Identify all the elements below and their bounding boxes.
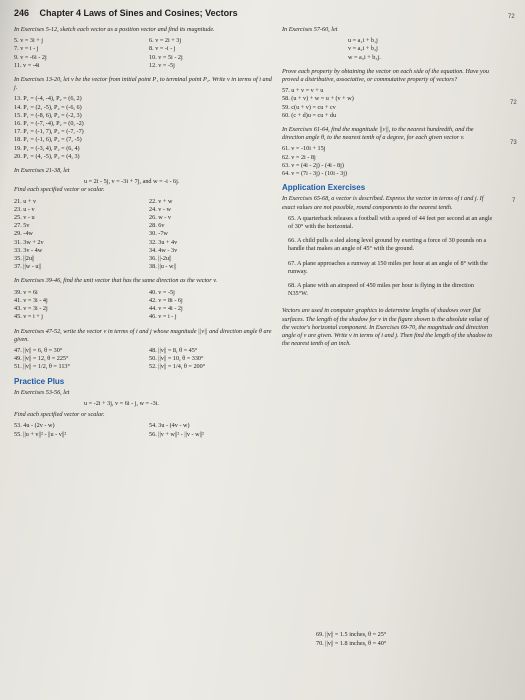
exercise-item: 41. v = 3i - 4j — [14, 296, 48, 304]
exercise-item: 63. v = (4i - 2j) - (4i - 8j) — [282, 161, 344, 169]
exercise-item: 68. A plane with an airspeed of 450 miles per hour is flying in the direction N35°W. — [288, 282, 474, 298]
application-exercises-heading: Application Exercises — [282, 183, 366, 193]
exercise-item: 22. v + w — [149, 197, 173, 205]
instructions-65-68: In Exercises 65-68, a vector is described. Express the vector in terms of i and j. If exact values are not possible, round components to the nearest tenth. — [282, 195, 484, 211]
instructions-21-38: In Exercises 21-38, let — [14, 167, 70, 175]
exercise-item: 12. v = -5j — [149, 61, 175, 69]
task-21-38: Find each specified vector or scalar. — [14, 186, 105, 194]
exercise-item: 44. v = 4i - 2j — [149, 305, 183, 313]
exercise-list-5-12 — [14, 37, 276, 70]
vector-definition: w = a₃i + b₃j. — [348, 53, 381, 61]
page-number: 246 — [14, 8, 30, 18]
exercise-item: 10. v = 5i - 2j — [149, 53, 183, 61]
exercise-item: 16. P₁ = (-7, -4), P₂ = (0, -2) — [14, 120, 84, 128]
exercise-item: 62. v = 2i - 8j — [282, 153, 316, 161]
exercise-item: 59. c(u + v) = cu + cv — [282, 103, 336, 111]
exercise-item: 17. P₁ = (-1, 7), P₂ = (-7, -7) — [14, 128, 84, 136]
instructions-47-52: In Exercises 47-52, write the vector v in terms of i and j whose magnitude ||v|| and direction angle θ are given. — [14, 327, 272, 343]
exercise-item: 21. u + v — [14, 197, 37, 205]
exercise-item: 39. v = 6i — [14, 288, 38, 296]
vector-definitions: u = 2i - 5j, v = -3i + 7j, and w = -i - 6j. — [84, 178, 180, 186]
exercise-list-47-52 — [14, 347, 276, 372]
exercise-item: 28. 6v — [149, 222, 165, 230]
exercise-list-53-56 — [14, 422, 276, 438]
exercise-item: 24. v - w — [149, 205, 171, 213]
exercise-item: 64. v = (7i - 3j) - (10i - 3j) — [282, 170, 348, 178]
exercise-item: 56. ||v + w||² - ||v - w||² — [149, 430, 204, 438]
exercise-item: 27. 5v — [14, 222, 30, 230]
exercise-item: 23. u - v — [14, 205, 35, 213]
exercise-item: 32. 3u + 4v — [149, 238, 178, 246]
margin-mark: 72 — [508, 14, 515, 20]
instructions-39-46: In Exercises 39-46, find the unit vector that has the same direction as the vector v. — [14, 277, 218, 285]
exercise-item: 38. ||u - w|| — [149, 263, 176, 271]
instructions-57-60: In Exercises 57-60, let — [282, 26, 338, 33]
exercise-list-21-38 — [14, 198, 276, 272]
task-57-60: Prove each property by obtaining the vector on each side of the equation. Have you proved a distributive, associative, or commutative property of vectors? — [282, 67, 489, 84]
page-header — [14, 8, 238, 18]
exercise-item: 69. ||v|| = 1.5 inches, θ = 25° — [316, 631, 387, 638]
exercise-item: 30. -7w — [149, 230, 168, 238]
left-column — [14, 26, 276, 442]
exercise-item: 20. P₁ = (4, -5), P₂ = (4, 3) — [14, 152, 80, 160]
exercise-item: 8. v = -i - j — [149, 45, 176, 53]
task-53-56: Find each specified vector or scalar. — [14, 411, 105, 419]
exercise-item: 60. (c + d)u = cu + du — [282, 111, 337, 119]
chapter-title: Chapter 4 Laws of Sines and Cosines; Vectors — [39, 8, 238, 18]
margin-mark: 72 — [510, 100, 517, 106]
exercise-item: 7. v = i - j — [14, 45, 39, 53]
instructions-13-20: In Exercises 13-20, let v be the vector from initial point P₁ to terminal point P₂. Write v in terms of i and j. — [14, 76, 272, 92]
exercise-item: 52. ||v|| = 1/4, θ = 200° — [149, 363, 206, 371]
vector-definitions — [282, 37, 494, 62]
instructions-61-64: In Exercises 61-64, find the magnitude ||v||, to the nearest hundredth, and the direction angle θ, to the nearest tenth of a degree, for each given vector v. — [282, 126, 474, 142]
exercise-item: 26. w - v — [149, 214, 171, 222]
exercise-item: 43. v = 3i - 2j — [14, 305, 48, 313]
exercise-item: 14. P₁ = (2, -5), P₂ = (-6, 6) — [14, 103, 82, 111]
exercise-item: 33. 3v - 4w — [14, 246, 43, 254]
exercise-item: 15. P₁ = (-8, 6), P₂ = (-2, 3) — [14, 111, 82, 119]
exercise-item: 48. ||v|| = 8, θ = 45° — [149, 346, 198, 354]
exercise-item: 51. ||v|| = 1/2, θ = 113° — [14, 363, 70, 371]
exercise-item: 11. v = -4i — [14, 61, 40, 69]
exercise-item: 37. ||w - u|| — [14, 263, 41, 271]
exercise-item: 42. v = 8i - 6j — [149, 296, 183, 304]
exercise-item: 47. ||v|| = 6, θ = 30° — [14, 346, 63, 354]
exercise-item: 54. 3u - (4v - w) — [149, 422, 190, 430]
practice-plus-heading: Practice Plus — [14, 376, 65, 386]
exercise-item: 61. v = -10i + 15j — [282, 145, 326, 153]
exercise-item: 46. v = i - j — [149, 313, 177, 321]
instructions-69-70: Vectors are used in computer graphics to determine lengths of shadows over flat surfaces. The length of the shadow for v in the figure shown is the absolute value of the vector's horizontal component. In Exercises 69-70, the magnitude and direction angle of v are given. Write v in terms of i and j. Then find the length of the shadow to the nearest tenth of an inch. — [282, 307, 493, 348]
exercise-item: 13. P₁ = (-4, -4), P₂ = (6, 2) — [14, 95, 82, 103]
exercise-item: 66. A child pulls a sled along level ground by exerting a force of 30 pounds on a handle that makes an angle of 45° with the ground. — [288, 237, 487, 253]
instructions-5-12: In Exercises 5-12, sketch each vector as a position vector and find its magnitude. — [14, 26, 215, 33]
exercise-item: 19. P₁ = (-3, 4), P₂ = (6, 4) — [14, 144, 80, 152]
exercise-item: 9. v = -6i - 2j — [14, 53, 47, 61]
right-column — [282, 26, 494, 352]
exercise-item: 40. v = -5j — [149, 288, 175, 296]
vector-definition: v = a₂i + b₂j — [348, 45, 378, 53]
exercise-item: 5. v = 3i + j — [14, 37, 43, 45]
exercise-item: 45. v = i + j — [14, 313, 43, 321]
margin-mark: 73 — [510, 140, 517, 146]
exercise-item: 29. -4w — [14, 230, 33, 238]
exercise-list-13-20 — [14, 95, 276, 161]
exercise-item: 18. P₁ = (-1, 6), P₂ = (7, -5) — [14, 136, 82, 144]
exercise-item: 36. ||-2u|| — [149, 255, 172, 263]
exercise-item: 58. (u + v) + w = u + (v + w) — [282, 95, 354, 103]
exercise-list-57-60 — [282, 87, 494, 120]
vector-definitions: u = -2i + 3j, v = 6i - j, w = -3i. — [84, 399, 159, 407]
exercise-item: 55. ||u + v||² - ||u - v||² — [14, 430, 67, 438]
exercise-item: 49. ||v|| = 12, θ = 225° — [14, 355, 69, 363]
exercise-item: 31. 3w + 2v — [14, 238, 44, 246]
exercise-item: 67. A plane approaches a runway at 150 miles per hour at an angle of 8° with the runway. — [288, 259, 488, 275]
exercise-item: 35. ||2u|| — [14, 255, 35, 263]
exercise-item: 25. v - u — [14, 214, 35, 222]
exercise-item: 65. A quarterback releases a football with a speed of 44 feet per second at an angle of 30° with the horizontal. — [288, 214, 493, 231]
exercise-item: 6. v = 2i + 3j — [149, 37, 182, 45]
exercise-item: 57. u + v = v + u — [282, 87, 324, 95]
exercise-item: 34. 4w - 3v — [149, 246, 178, 254]
exercise-list-69-70 — [316, 630, 386, 648]
margin-mark: 7 — [512, 198, 516, 204]
vector-definition: u = a₁i + b₁j — [348, 37, 378, 45]
exercise-item: 70. ||v|| = 1.8 inches, θ = 40° — [316, 640, 387, 647]
exercise-item: 50. ||v|| = 10, θ = 330° — [149, 355, 204, 363]
instructions-53-56: In Exercises 53-56, let — [14, 388, 70, 396]
exercise-list-39-46 — [14, 289, 276, 322]
exercise-item: 53. 4u - (2v - w) — [14, 422, 55, 430]
exercise-list-61-64 — [282, 145, 494, 178]
